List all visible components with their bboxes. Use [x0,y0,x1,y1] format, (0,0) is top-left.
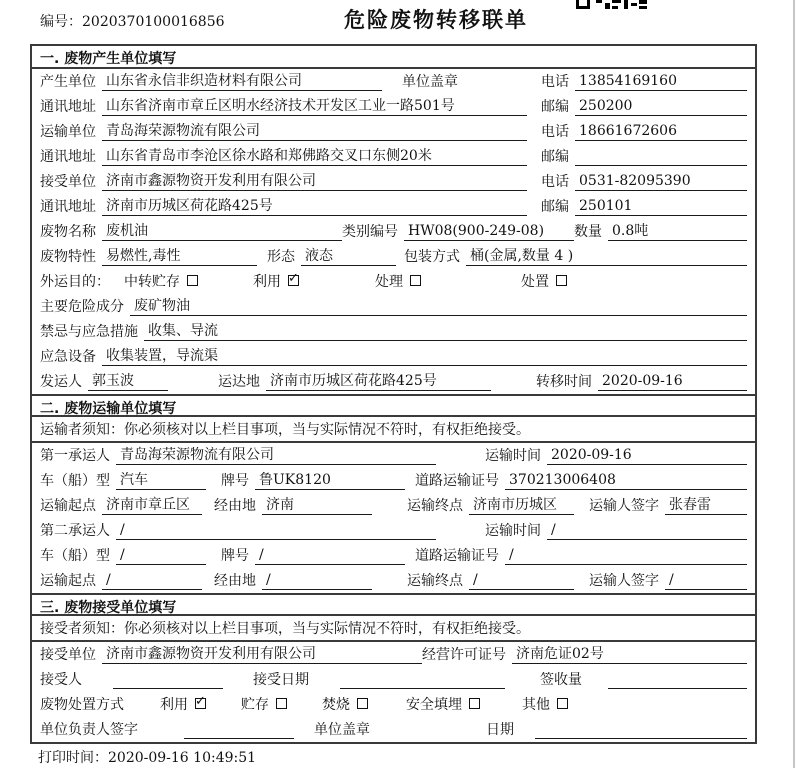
checkbox-icon [556,275,567,286]
field-label: 签收量 [540,672,582,688]
consignor-field: 郭玉波 [88,372,168,391]
checkbox-label: 利用 [253,274,281,290]
packaging-field: 桶(金属,数量 4 ) [466,247,747,266]
producer-postal-field: 250200 [575,97,747,116]
transporter-phone-field: 18661672606 [575,122,747,141]
carrier-signature-2-field: / [665,571,747,590]
unit-seal-label: 单位盖章 [314,722,370,738]
first-carrier-field: 青岛海荣源物流有限公司 [116,446,436,465]
field-label: 电话 [541,124,569,140]
field-label: 外运目的： [40,274,110,290]
received-quantity-field [608,670,747,689]
field-label: 第二承运人 [40,523,110,539]
road-permit-field: 370213006408 [505,471,747,490]
receiver-unit-field: 济南市鑫源物资开发利用有限公司 [102,172,527,191]
accepting-unit-field: 济南市鑫源物资开发利用有限公司 [102,645,422,664]
waste-name-row [32,219,755,244]
field-label: 道路运输证号 [415,548,499,564]
emergency-measures-row [32,319,755,344]
transport-end-2-field: / [469,571,574,590]
field-label: 邮编 [541,99,569,115]
field-label: 运输终点 [407,498,463,514]
section-3-header: 三. 废物接受单位填写 [32,593,755,616]
field-label: 单位负责人签字 [40,722,138,738]
accepting-unit-row [32,642,755,667]
field-label: 第一承运人 [40,448,110,464]
field-label: 运输起点 [40,573,96,589]
receiver-phone-field: 0531-82095390 [575,172,747,191]
field-label: 废物名称 [40,224,96,240]
transporter-address-row [32,144,755,169]
field-label: 运达地 [218,374,260,390]
producer-unit-row [32,69,755,94]
transporter-postal-field [575,147,747,166]
field-label: 道路运输证号 [415,473,499,489]
checkbox-icon [557,698,568,709]
waste-name-field: 废机油 [102,222,342,241]
qr-code-fragment [576,0,648,11]
transporter-address-field: 山东省青岛市李沧区徐水路和郑佛路交叉口东侧20米 [102,147,527,166]
carrier-signature-field: 张春雷 [665,496,747,515]
transport-origin-2-field: / [102,571,202,590]
plate-number-2-field: / [255,546,405,565]
checkbox-label: 贮存 [241,697,269,713]
field-label: 车（船）型 [40,548,110,564]
serial-value: 2020370100016856 [82,14,225,30]
checkbox-label: 焚烧 [322,697,350,713]
vehicle-type-2-field: / [116,546,206,565]
responsible-signature-row [32,717,755,742]
second-carrier-field: / [116,521,436,540]
transporter-unit-field: 青岛海荣源物流有限公司 [102,122,527,141]
field-label: 通讯地址 [40,199,96,215]
checkbox-label: 利用 [160,697,188,713]
checkbox-checked-icon [195,698,206,709]
checkbox-icon [187,275,198,286]
via-2-field: / [262,571,372,590]
main-hazard-row [32,294,755,319]
field-label: 废物特性 [40,249,96,265]
waste-property-field: 易燃性,毒性 [102,247,257,266]
field-label: 运输起点 [40,498,96,514]
vehicle-type-field: 汽车 [116,471,206,490]
consignor-row [32,369,755,394]
main-hazard-field: 废矿物油 [130,297,747,316]
field-label: 禁忌与应急措施 [40,324,138,340]
acceptance-row [32,667,755,692]
receiver-unit-row [32,169,755,194]
vehicle-2-row [32,543,755,568]
vehicle-row [32,468,755,493]
field-label: 接受单位 [40,174,96,190]
checkbox-label: 处置 [521,274,549,290]
field-label: 废物处置方式 [40,697,124,713]
field-label: 类别编号 [342,224,398,240]
field-label: 经由地 [214,498,256,514]
section-1-header: 一. 废物产生单位填写 [32,46,755,69]
producer-phone-field: 13854169160 [575,72,747,91]
transporter-notice-row [32,417,755,443]
transfer-form-table [30,44,757,744]
field-label: 形态 [267,249,295,265]
field-label: 运输时间 [485,448,541,464]
second-carrier-row [32,518,755,543]
field-label: 接受人 [40,672,82,688]
purpose-option-utilize [253,271,299,291]
checkbox-label: 安全填埋 [406,697,462,713]
road-permit-2-field: / [505,546,747,565]
receiver-address-field: 济南市历城区荷花路425号 [102,197,527,216]
checkbox-label: 处理 [375,274,403,290]
field-label: 经由地 [214,573,256,589]
field-label: 产生单位 [40,74,96,90]
field-label: 邮编 [541,199,569,215]
emergency-measures-field: 收集、导流 [144,322,747,341]
disposal-option-landfill [406,694,480,714]
purpose-option-treat [375,271,421,291]
producer-address-field: 山东省济南市章丘区明水经济技术开发区工业一路501号 [102,97,527,116]
field-label: 运输人签字 [589,498,659,514]
field-label: 包装方式 [404,249,460,265]
print-time-label: 打印时间： [38,750,108,766]
first-carrier-row [32,443,755,468]
disposal-option-incinerate [322,694,368,714]
checkbox-label: 其他 [522,697,550,713]
disposal-option-utilize [160,694,206,714]
transporter-unit-row [32,119,755,144]
transport-end-field: 济南市历城区 [469,496,574,515]
checkbox-label: 中转贮存 [124,274,180,290]
field-label: 发运人 [40,374,82,390]
checkbox-icon [410,275,421,286]
field-label: 通讯地址 [40,99,96,115]
waste-code-field: HW08(900-249-08) [404,222,574,241]
waste-quantity-field: 0.8吨 [608,222,747,241]
field-label: 运输终点 [407,573,463,589]
field-label: 邮编 [541,149,569,165]
transport-route-row [32,493,755,518]
emergency-equipment-row [32,344,755,369]
transport-date-field: 2020-09-16 [547,446,747,465]
checkbox-icon [469,698,480,709]
license-number-field: 济南危证02号 [512,645,747,664]
disposal-method-row [32,692,755,717]
waste-form-field: 液态 [301,247,396,266]
checkbox-checked-icon [288,275,299,286]
field-label: 车（船）型 [40,473,110,489]
destination-field: 济南市历城区荷花路425号 [266,372,491,391]
field-label: 接受单位 [40,647,96,663]
field-label: 牌号 [221,473,249,489]
transfer-purpose-row [32,269,755,294]
section-2-header: 二. 废物运输单位填写 [32,394,755,417]
acceptance-date-field [340,670,505,689]
disposal-option-storage [241,694,287,714]
unit-seal-label: 单位盖章 [402,74,458,90]
field-label: 电话 [541,74,569,90]
purpose-option-dispose [521,271,567,291]
checkbox-icon [276,698,287,709]
transport-route-2-row [32,568,755,593]
transport-date-2-field: / [547,521,747,540]
plate-number-field: 鲁UK8120 [255,471,405,490]
transport-origin-field: 济南市章丘区 [102,496,202,515]
receiver-notice: 接受者须知：你必须核对以上栏目事项，当与实际情况不符时，有权拒绝接受。 [40,621,530,637]
acceptor-field [113,670,223,689]
print-time-value: 2020-09-16 10:49:51 [108,750,257,766]
producer-address-row [32,94,755,119]
emergency-equipment-field: 收集装置，导流渠 [102,347,747,366]
field-label: 通讯地址 [40,149,96,165]
via-field: 济南 [262,496,372,515]
disposal-option-other [522,694,568,714]
field-label: 电话 [541,174,569,190]
field-label: 日期 [486,722,514,738]
receiver-notice-row [32,616,755,642]
transfer-date-field: 2020-09-16 [598,372,747,391]
field-label: 经营许可证号 [422,647,506,663]
page-title: 危险废物转移联单 [344,8,528,32]
seal-date-field [535,720,747,739]
field-label: 应急设备 [40,349,96,365]
field-label: 运输人签字 [589,573,659,589]
field-label: 数量 [574,224,602,240]
field-label: 牌号 [221,548,249,564]
field-label: 转移时间 [536,374,592,390]
field-label: 运输时间 [485,523,541,539]
producer-unit-field: 山东省永信非织造材料有限公司 [102,72,382,91]
field-label: 主要危险成分 [40,299,124,315]
print-time [38,747,256,767]
serial-label: 编号： [40,14,82,30]
responsible-signature-field [184,720,294,739]
purpose-option-transit-storage [124,271,198,291]
receiver-postal-field: 250101 [575,197,747,216]
transporter-notice: 运输者须知：你必须核对以上栏目事项，当与实际情况不符时，有权拒绝接受。 [40,422,530,438]
field-label: 接受日期 [253,672,309,688]
field-label: 运输单位 [40,124,96,140]
receiver-address-row [32,194,755,219]
scan-edge-line [793,0,795,768]
waste-property-row [32,244,755,269]
checkbox-icon [357,698,368,709]
serial-number [40,11,225,31]
